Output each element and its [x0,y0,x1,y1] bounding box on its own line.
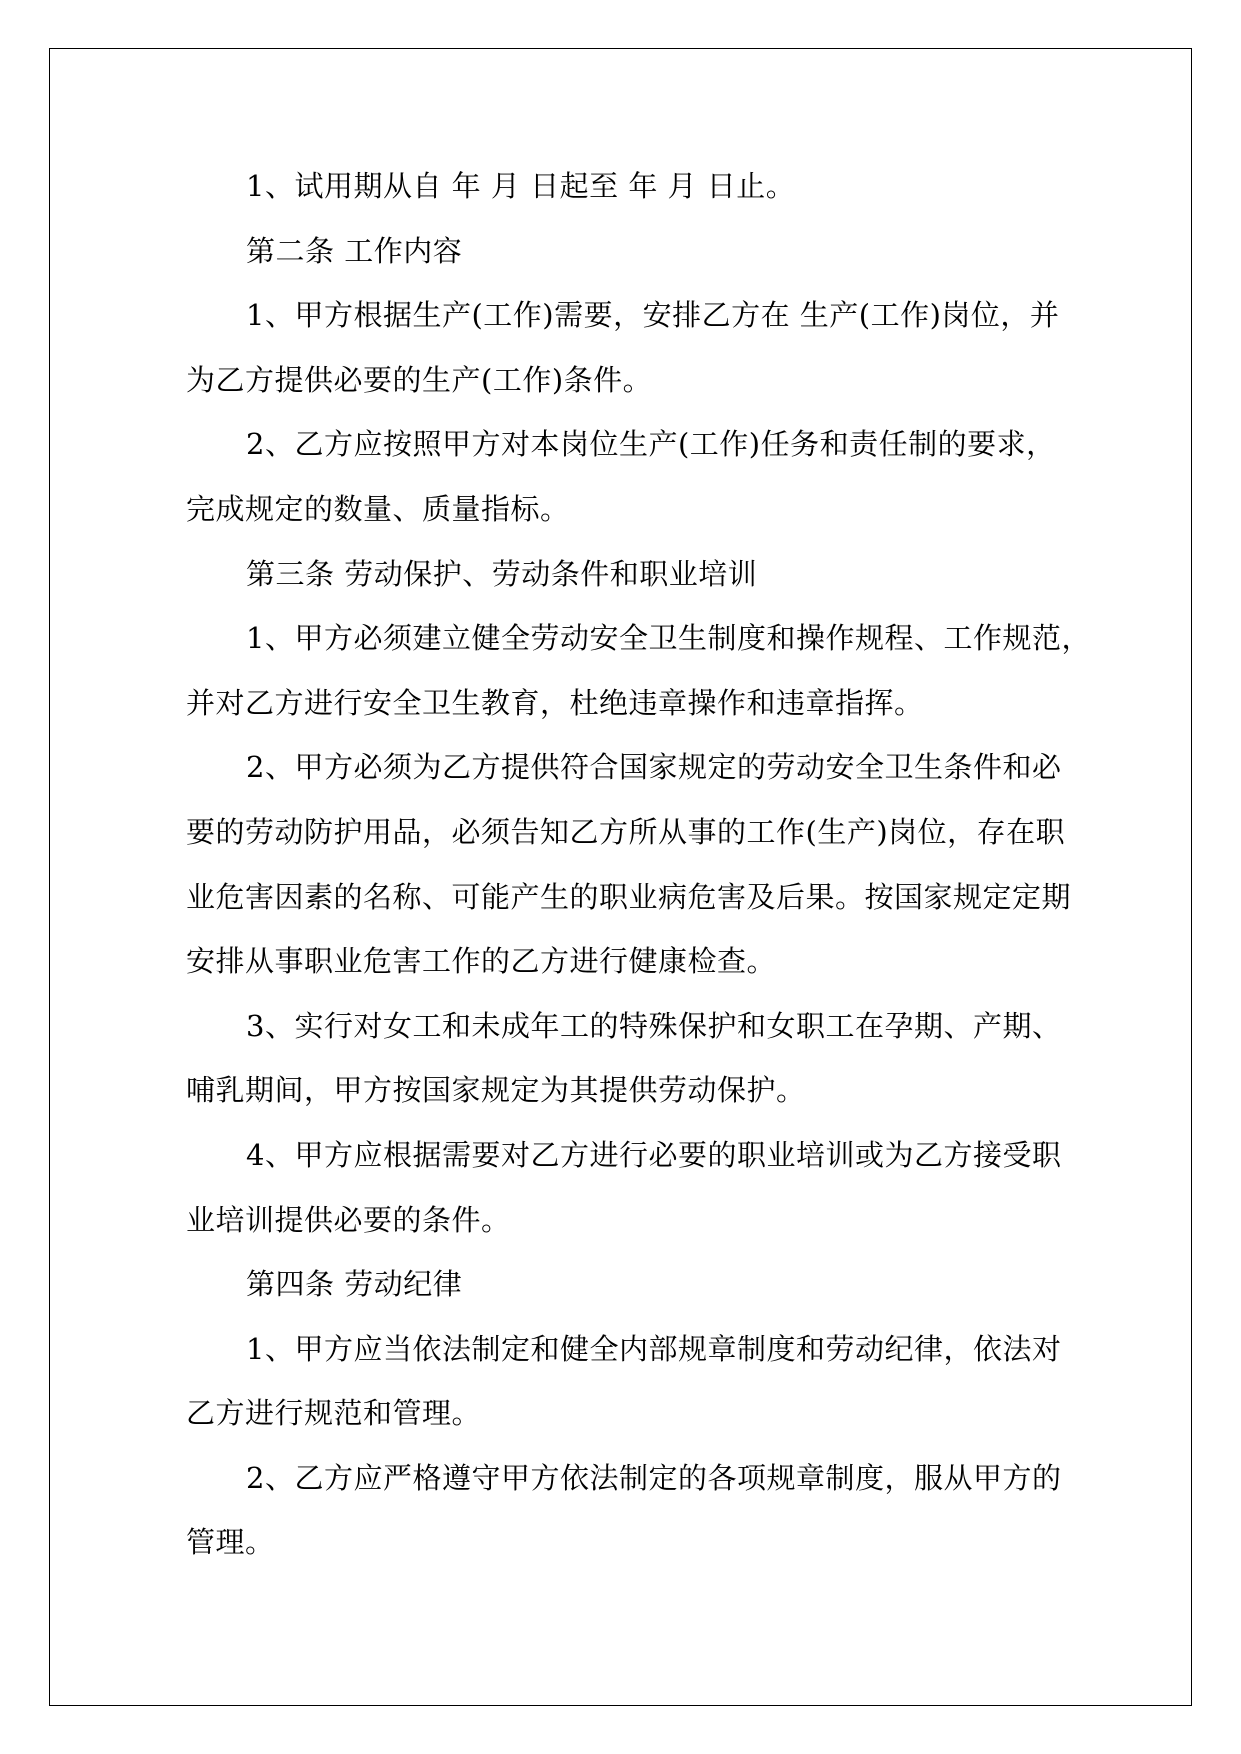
text-line: 1、甲方应当依法制定和健全内部规章制度和劳动纪律，依法对 [246,1331,1062,1366]
text-line: 哺乳期间，甲方按国家规定为其提供劳动保护。 [186,1073,806,1108]
text-line: 完成规定的数量、质量指标。 [186,491,570,526]
text-line: 业培训提供必要的条件。 [186,1202,511,1237]
section-heading: 第四条 劳动纪律 [246,1267,463,1302]
text-line: 业危害因素的名称、可能产生的职业病危害及后果。按国家规定定期 [186,879,1072,914]
text-line: 2、乙方应按照甲方对本岗位生产(工作)任务和责任制的要求， [246,427,1056,462]
text-line: 管理。 [186,1525,275,1560]
text-line: 1、甲方根据生产(工作)需要，安排乙方在 生产(工作)岗位，并 [246,298,1060,333]
document-body [186,154,1091,1575]
text-line: 安排从事职业危害工作的乙方进行健康检查。 [186,944,777,979]
section-heading: 第三条 劳动保护、劳动条件和职业培训 [246,556,758,591]
text-line: 并对乙方进行安全卫生教育，杜绝违章操作和违章指挥。 [186,685,924,720]
text-line: 2、甲方必须为乙方提供符合国家规定的劳动安全卫生条件和必 [246,750,1062,785]
text-line: 1、试用期从自 年 月 日起至 年 月 日止。 [246,169,796,203]
text-line: 为乙方提供必要的生产(工作)条件。 [186,362,653,397]
text-line: 1、甲方必须建立健全劳动安全卫生制度和操作规程、工作规范， [246,621,1091,656]
section-heading: 第二条 工作内容 [246,233,463,268]
text-line: 2、乙方应严格遵守甲方依法制定的各项规章制度，服从甲方的 [246,1460,1062,1495]
text-line: 要的劳动防护用品，必须告知乙方所从事的工作(生产)岗位，存在职 [186,814,1066,849]
text-line: 3、实行对女工和未成年工的特殊保护和女职工在孕期、产期、 [246,1008,1062,1043]
text-line: 乙方进行规范和管理。 [186,1396,482,1431]
text-line: 4、甲方应根据需要对乙方进行必要的职业培训或为乙方接受职 [246,1137,1062,1172]
